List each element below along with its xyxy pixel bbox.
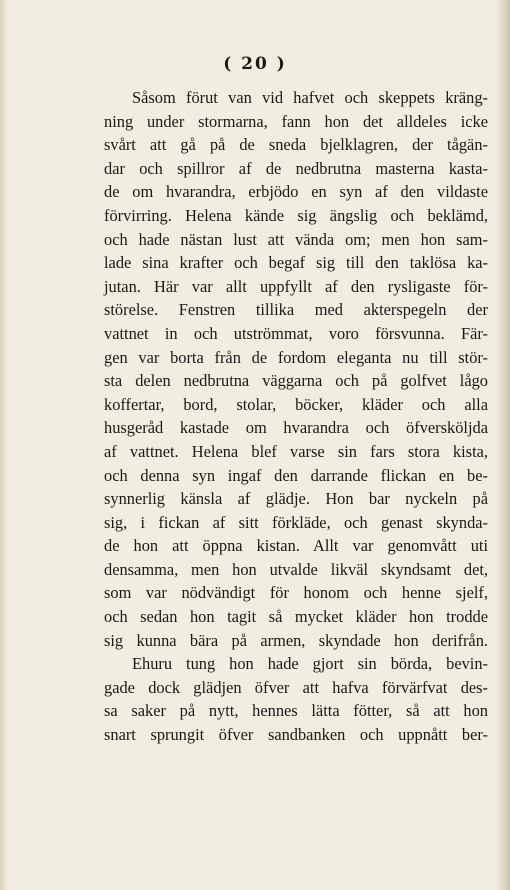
text-line: sta delen nedbrutna väggarna och på golfvet lågo [104, 371, 488, 391]
text-line: snart sprungit öfver sandbanken och uppnått ber- [104, 725, 488, 745]
text-line: ning under stormarna, fann hon det alldeles icke [104, 111, 488, 131]
text-line: synnerlig känsla af glädje. Hon bar nyckeln på [104, 489, 488, 509]
text-line: och sedan hon tagit så mycket kläder hon trodde [104, 607, 488, 627]
text-line: vattnet in och utströmmat, voro försvunna. Fär- [104, 323, 488, 343]
text-line: gade dock glädjen öfver att hafva förvärfvat des- [104, 677, 488, 697]
text-line: Ehuru tung hon hade gjort sin börda, bevin- [132, 654, 488, 674]
text-line: som var nödvändigt för honom och henne sjelf, [104, 583, 488, 603]
text-line: jutan. Här var allt uppfyllt af den rysligaste för- [104, 276, 488, 296]
text-line: sa saker på nytt, hennes lätta fötter, så att hon [104, 701, 488, 721]
text-line: förvirring. Helena kände sig ängslig och beklämd, [104, 205, 488, 225]
text-line: de hon att öppna kistan. Allt var genomvått uti [104, 536, 488, 556]
page-number: ( 20 ) [223, 54, 287, 74]
text-line: koffertar, bord, stolar, böcker, kläder och alla [104, 394, 488, 414]
text-line: gen var borta från de fordom eleganta nu till stör- [104, 347, 488, 367]
text-line: och hade nästan lust att vända om; men hon sam- [104, 229, 488, 249]
text-line: svårt att gå på de sneda bjelklagren, der tågän- [104, 135, 488, 155]
text-line: sig kunna bära på armen, skyndade hon derifrån. [104, 630, 488, 650]
text-line: Såsom förut van vid hafvet och skeppets kräng- [132, 88, 488, 107]
text-line: de om hvarandra, erbjödo en syn af den vildaste [104, 182, 488, 202]
page-edge-shadow [496, 0, 510, 890]
text-line: sig, i fickan af sitt förkläde, och genast skynda- [104, 512, 488, 532]
text-line: och denna syn ingaf den darrande flickan en be- [104, 465, 488, 485]
text-line: densamma, men hon utvalde likväl skyndsamt det, [104, 559, 488, 579]
text-line: störelse. Fenstren tillika med akterspegeln der [104, 300, 488, 320]
text-line: lade sina krafter och begaf sig till den taklösa ka- [104, 253, 488, 273]
text-line: husgeråd kastade om hvarandra och öfversköljda [104, 418, 488, 438]
page-gutter-shadow [0, 0, 8, 890]
text-line: af vattnet. Helena blef varse sin fars stora kista, [104, 441, 488, 461]
body-text [104, 86, 488, 747]
text-line: dar och spillror af de nedbrutna masterna kasta- [104, 158, 488, 178]
